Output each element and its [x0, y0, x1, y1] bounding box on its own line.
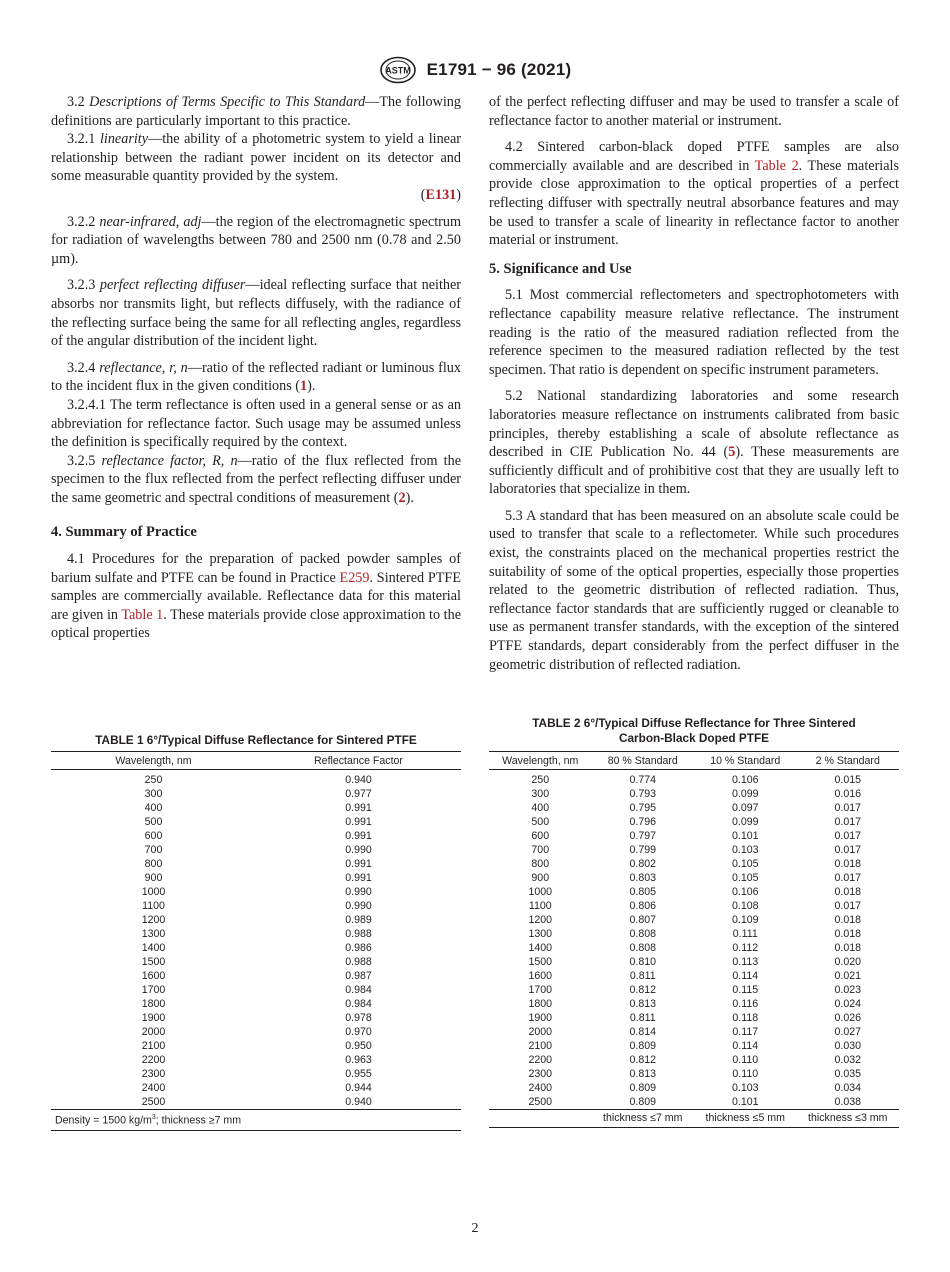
reference-link-1[interactable]: 1 — [300, 378, 308, 395]
table-cell: 0.793 — [629, 788, 656, 800]
table-cell: 2000 — [141, 1026, 166, 1038]
table-cell: 0.038 — [797, 1095, 900, 1110]
table-row — [51, 969, 461, 983]
reference-link-e131[interactable]: E131 — [425, 186, 457, 203]
citation-e131: (E131) — [420, 186, 461, 203]
table-row — [489, 1011, 899, 1025]
table-row — [51, 983, 461, 997]
table-cell: 2500 — [489, 1095, 592, 1110]
table-row — [51, 871, 461, 885]
table-cell: 800 — [144, 858, 163, 870]
table-cell: 250 — [144, 774, 163, 786]
table-cell: 0.797 — [629, 830, 656, 842]
table-row — [51, 857, 461, 871]
table-2-footer-cell: thickness ≤3 mm — [797, 1110, 900, 1128]
table-cell: 0.809 — [592, 1095, 695, 1110]
table-cell: 0.806 — [629, 900, 656, 912]
table-cell: 2500 — [51, 1095, 256, 1110]
table-1-note: Density = 1500 $kg/m^3$; thickness ≥7 mm — [51, 1110, 461, 1131]
table-row — [489, 1039, 899, 1053]
table-row — [51, 1039, 461, 1053]
table-row — [51, 829, 461, 843]
table-cell: 0.034 — [834, 1082, 861, 1094]
table-cell: 0.814 — [629, 1026, 656, 1038]
table-cell: 0.811 — [629, 1012, 656, 1024]
table-cell: 0.977 — [345, 788, 372, 800]
table-cell: 0.811 — [629, 970, 656, 982]
table-2-header-2-standard: 2 % Standard — [797, 752, 900, 770]
table-cell: 0.813 — [629, 1068, 656, 1080]
table-cell: 0.018 — [834, 942, 861, 954]
table-cell: 300 — [144, 788, 163, 800]
table-2-header-80-standard: 80 % Standard — [592, 752, 695, 770]
table-cell: 0.990 — [345, 900, 372, 912]
paragraph-3-2-5: 3.2.5 reflectance factor, R, n—ratio of the flux reflected from the specimen to the flux reflected from the perfect reflecting diffuser under the same geometric and spectral conditions of measurement (2). — [51, 452, 462, 506]
table-cell: 2400 — [141, 1082, 166, 1094]
table-row — [489, 969, 899, 983]
table-cell: 0.020 — [834, 956, 861, 968]
table-cell: 0.017 — [834, 830, 861, 842]
table-cell: 0.799 — [629, 844, 656, 856]
table-cell: 0.017 — [834, 802, 861, 814]
table-cell: 0.111 — [732, 928, 758, 940]
table-cell: 0.986 — [345, 942, 372, 954]
table-row — [489, 871, 899, 885]
table-cell: 0.991 — [345, 858, 372, 870]
table-row — [51, 787, 461, 801]
table-cell: 0.808 — [629, 928, 656, 940]
table-cell: 1300 — [528, 928, 553, 940]
table-cell: 1800 — [141, 998, 166, 1010]
right-column — [489, 93, 899, 682]
table-2-footer-cell — [489, 1110, 592, 1128]
table-row — [51, 1011, 461, 1025]
table-2-footer-cell: thickness ≤5 mm — [694, 1110, 797, 1128]
table-cell: 600 — [144, 830, 163, 842]
table-row — [51, 913, 461, 927]
table-cell: 1800 — [528, 998, 553, 1010]
table-cell: 1500 — [141, 956, 166, 968]
table-cell: 0.796 — [629, 816, 656, 828]
table-cell: 0.027 — [834, 1026, 861, 1038]
paragraph-4-1: 4.1 Procedures for the preparation of packed powder samples of barium sulfate and PTFE can be found in Practice E259. Sintered PTFE samples are commercially available. Reflectance data for this material are given in Table 1. These materials provide close approximation to the optical properties — [51, 551, 461, 642]
paragraph-5-2: 5.2 National standardizing laboratories and some research laboratories measure reflectance on instruments calibrated from basic principles, thereby establishing a scale of absolute reflectance as described in CIE Publication No. 44 (5). These measurements are sufficiently difficult and of prohibitive cost that they are usually left to laboratories that specialize in them. — [489, 388, 900, 498]
table-row — [489, 913, 899, 927]
table-1-header-row — [51, 752, 461, 770]
table-cell: 0.097 — [731, 802, 759, 814]
table-cell: 0.803 — [629, 872, 656, 884]
table-cell: 0.991 — [345, 816, 372, 828]
table-cell: 0.018 — [834, 914, 861, 926]
table-cell: 0.110 — [732, 1054, 759, 1066]
table-cell: 0.810 — [629, 956, 656, 968]
table-cell: 2100 — [141, 1040, 166, 1052]
table-cell: 0.991 — [345, 830, 372, 842]
table-1-caption: TABLE 1 6°/Typical Diffuse Reflectance for Sintered PTFE — [95, 733, 417, 747]
table-cell: 300 — [531, 788, 550, 800]
table-cell: 0.026 — [834, 1012, 861, 1024]
paragraph-3-2-2: 3.2.2 near-infrared, adj—the region of the electromagnetic spectrum for radiation of wavelengths between 780 and 2500 nm (0.78 and 2.50 µm). — [51, 213, 461, 267]
table-row — [489, 1025, 899, 1039]
table-row — [489, 955, 899, 969]
table-cell: 0.112 — [732, 942, 759, 954]
table-cell: 0.991 — [345, 872, 372, 884]
table-cell: 1000 — [141, 886, 166, 898]
table-row — [51, 815, 461, 829]
table-cell: 0.103 — [731, 1082, 759, 1094]
table-cell: 1900 — [528, 1012, 553, 1024]
table-cell: 0.021 — [834, 970, 861, 982]
table-cell: 0.101 — [694, 1095, 797, 1110]
table-cell: 0.812 — [629, 1054, 656, 1066]
reference-link-table-1[interactable]: Table 1 — [121, 606, 164, 623]
table-cell: 2300 — [141, 1068, 166, 1080]
table-1-header-reflectance: Reflectance Factor — [256, 752, 461, 770]
paragraph-4-1-continued: of the perfect reflecting diffuser and may be used to transfer a scale of reflectance factor to another material or instrument. — [489, 94, 899, 129]
section-heading-5: 5. Significance and Use — [489, 260, 632, 277]
table-cell: 0.988 — [345, 956, 372, 968]
paragraph-3-2-4-1: 3.2.4.1 The term reflectance is often used in a general sense or as an abbreviation for reflectance factor. Such usage may be assumed unless the definition is specifically required by the context. — [51, 396, 461, 451]
table-cell: 2400 — [528, 1082, 553, 1094]
table-row — [51, 927, 461, 941]
table-cell: 0.963 — [345, 1054, 372, 1066]
table-cell: 0.984 — [345, 998, 372, 1010]
table-cell: 0.018 — [834, 886, 861, 898]
table-row — [489, 829, 899, 843]
paragraph-3-2-3: 3.2.3 perfect reflecting diffuser—ideal reflecting surface that neither absorbs nor transmits light, but reflects diffusely, with the radiance of the reflecting surface being the same for all reflecting angles, regardless of the angular distribution of the incident light. — [51, 277, 462, 350]
table-row — [51, 801, 461, 815]
paragraph-3-2: 3.2 Descriptions of Terms Specific to This Standard—The following definitions are particularly important to this practice. — [51, 94, 461, 129]
table-cell: 1400 — [528, 942, 553, 954]
table-cell: 0.795 — [629, 802, 656, 814]
table-cell: 1700 — [141, 984, 166, 996]
table-cell: 0.117 — [732, 1026, 759, 1038]
table-row — [489, 815, 899, 829]
table-cell: 1200 — [141, 914, 166, 926]
table-cell: 0.113 — [732, 956, 759, 968]
table-cell: 1000 — [528, 886, 553, 898]
table-cell: 600 — [531, 830, 550, 842]
table-cell: 0.940 — [256, 1095, 461, 1110]
table-cell: 0.017 — [834, 844, 861, 856]
table-row — [51, 1095, 461, 1110]
table-row — [51, 997, 461, 1011]
table-row — [51, 1081, 461, 1095]
table-row — [489, 770, 899, 788]
table-cell: 0.805 — [629, 886, 656, 898]
paragraph-5-1: 5.1 Most commercial reflectometers and spectrophotometers with reflectance capability measure relative reflectance. The instrument reading is the ratio of the measured radiation reflected from the reference specimen to the measured radiation reflected by the test specimen. That ratio is dependent on specific instrument parameters. — [489, 287, 899, 378]
table-cell: 900 — [531, 872, 550, 884]
table-cell: 0.035 — [834, 1068, 861, 1080]
table-row — [51, 955, 461, 969]
table-row — [51, 770, 461, 788]
table-cell: 0.017 — [834, 872, 861, 884]
table-cell: 0.115 — [732, 984, 759, 996]
table-cell: 1300 — [141, 928, 166, 940]
document-id: E1791 − 96 (2021) — [426, 60, 572, 79]
table-2-caption: TABLE 2 6°/Typical Diffuse Reflectance for Three Sintered Carbon-Black Doped PTFE — [532, 716, 856, 745]
table-cell: 0.955 — [345, 1068, 372, 1080]
paragraph-3-2-1: 3.2.1 linearity—the ability of a photometric system to yield a linear relationship between the radiant power incident on its detector and some measurable quantity provided by the system. — [51, 131, 461, 185]
table-cell: 0.016 — [834, 788, 861, 800]
table-row — [489, 1067, 899, 1081]
table-cell: 0.017 — [834, 816, 861, 828]
table-row — [489, 1081, 899, 1095]
section-heading-4: 4. Summary of Practice — [51, 524, 197, 541]
table-cell: 500 — [144, 816, 163, 828]
table-cell: 0.950 — [345, 1040, 372, 1052]
table-cell: 0.940 — [345, 774, 372, 786]
table-row — [489, 1095, 899, 1110]
table-cell: 0.978 — [345, 1012, 372, 1024]
table-cell: 2100 — [528, 1040, 553, 1052]
table-row — [489, 857, 899, 871]
page-number: 2 — [471, 1221, 479, 1236]
table-cell: 0.990 — [345, 844, 372, 856]
table-2-header-wavelength: Wavelength, nm — [489, 752, 592, 770]
table-cell: 0.015 — [834, 774, 861, 786]
table-cell: 0.990 — [345, 886, 372, 898]
table-cell: 1600 — [528, 970, 553, 982]
table-2-footer-row — [489, 1110, 899, 1128]
table-row — [489, 843, 899, 857]
table-row — [51, 899, 461, 913]
table-cell: 0.808 — [629, 942, 656, 954]
table-row — [51, 843, 461, 857]
table-row — [489, 787, 899, 801]
table-row — [489, 983, 899, 997]
table-cell: 0.812 — [629, 984, 656, 996]
table-cell: 0.101 — [731, 830, 759, 842]
table-cell: 0.944 — [345, 1082, 372, 1094]
table-cell: 0.807 — [629, 914, 656, 926]
table-row — [51, 941, 461, 955]
table-cell: 0.024 — [834, 998, 861, 1010]
table-2 — [489, 751, 899, 1128]
table-2-header-row — [489, 752, 899, 770]
table-row — [489, 1053, 899, 1067]
table-cell: 0.099 — [731, 788, 759, 800]
table-cell: 0.099 — [731, 816, 759, 828]
table-2-header-10-standard: 10 % Standard — [694, 752, 797, 770]
table-row — [51, 885, 461, 899]
table-cell: 0.991 — [345, 802, 372, 814]
table-cell: 2000 — [528, 1026, 553, 1038]
table-cell: 0.987 — [345, 970, 372, 982]
table-cell: 0.118 — [732, 1012, 759, 1024]
table-cell: 0.017 — [834, 900, 861, 912]
table-cell: 0.106 — [731, 774, 759, 786]
table-cell: 250 — [531, 774, 550, 786]
table-cell: 0.774 — [629, 774, 656, 786]
table-cell: 1400 — [141, 942, 166, 954]
reference-link-2[interactable]: 2 — [398, 489, 406, 506]
table-row — [489, 927, 899, 941]
table-cell: 0.802 — [629, 858, 656, 870]
table-cell: 900 — [144, 872, 163, 884]
reference-link-5[interactable]: 5 — [728, 444, 736, 461]
table-row — [489, 997, 899, 1011]
table-1-note-row — [51, 1110, 461, 1131]
table-cell: 700 — [531, 844, 550, 856]
table-cell: 500 — [531, 816, 550, 828]
table-cell: 0.106 — [731, 886, 759, 898]
table-cell: 0.032 — [834, 1054, 861, 1066]
table-cell: 0.110 — [732, 1068, 759, 1080]
astm-logo-icon — [379, 56, 417, 84]
table-cell: 1100 — [142, 900, 165, 912]
table-cell: 0.114 — [732, 970, 759, 982]
table-cell: 2200 — [141, 1054, 166, 1066]
paragraph-3-2-4: 3.2.4 reflectance, r, n—ratio of the reflected radiant or luminous flux to the incident flux in the given conditions (1). — [51, 359, 461, 395]
table-cell: 1500 — [528, 956, 553, 968]
reference-link-e259[interactable]: E259 — [339, 569, 370, 586]
paragraph-4-2: 4.2 Sintered carbon-black doped PTFE samples are also commercially available and are described in Table 2. These materials provide close approximation to the optical properties of a perfect reflecting diffuser with spectrally neutral absorbance features and may be used to transfer a scale of linearity in reflectance factor to another material or instrument. — [489, 139, 900, 249]
table-row — [489, 941, 899, 955]
table-cell: 0.109 — [731, 914, 759, 926]
table-1-header-wavelength: Wavelength, nm — [51, 752, 256, 770]
table-2-footer-cell: thickness ≤7 mm — [592, 1110, 695, 1128]
table-cell: 400 — [144, 802, 163, 814]
table-row — [489, 899, 899, 913]
table-cell: 0.018 — [834, 858, 861, 870]
table-cell: 0.030 — [834, 1040, 861, 1052]
table-cell: 0.103 — [731, 844, 759, 856]
table-cell: 0.809 — [629, 1082, 656, 1094]
left-column — [51, 93, 461, 651]
table-cell: 0.970 — [345, 1026, 372, 1038]
reference-link-table-2[interactable]: Table 2 — [754, 157, 799, 174]
table-cell: 800 — [531, 858, 550, 870]
table-row — [51, 1025, 461, 1039]
table-row — [51, 1067, 461, 1081]
table-cell: 0.988 — [345, 928, 372, 940]
table-cell: 1900 — [141, 1012, 166, 1024]
table-cell: 0.105 — [731, 858, 759, 870]
table-cell: 0.116 — [732, 998, 759, 1010]
table-cell: 1100 — [528, 900, 552, 912]
table-cell: 0.984 — [345, 984, 372, 996]
table-cell: 0.023 — [834, 984, 861, 996]
table-cell: 1600 — [141, 970, 166, 982]
table-cell: 0.813 — [629, 998, 656, 1010]
paragraph-5-3: 5.3 A standard that has been measured on an absolute scale could be used to transfer that scale to a reflectometer. While such procedures exist, the constraints placed on the mechanical properties restrict the suitability of some of the optical properties, especially those properties related to the geometric distribution of reflected radiation. Thus, reflectance factor standards that are sufficiently rugged or cleanable to use as permanent transfer standards, with the exception of the sintered PTFE standards, depart considerably from the perfect diffuser in the geometric distribution of reflected radiation. — [489, 507, 899, 673]
table-cell: 700 — [144, 844, 163, 856]
table-row — [489, 801, 899, 815]
table-1 — [51, 751, 461, 1131]
page-header — [0, 56, 950, 84]
table-cell: 1200 — [528, 914, 553, 926]
table-row — [489, 885, 899, 899]
table-cell: 2300 — [528, 1068, 553, 1080]
table-cell: 0.108 — [731, 900, 759, 912]
table-cell: 2200 — [528, 1054, 553, 1066]
svg-text:ASTM: ASTM — [384, 65, 411, 76]
table-cell: 0.105 — [731, 872, 759, 884]
table-cell: 400 — [531, 802, 550, 814]
table-cell: 0.989 — [345, 914, 372, 926]
table-cell: 1700 — [528, 984, 553, 996]
table-cell: 0.114 — [732, 1040, 759, 1052]
table-row — [51, 1053, 461, 1067]
table-cell: 0.018 — [834, 928, 861, 940]
table-cell: 0.809 — [629, 1040, 656, 1052]
